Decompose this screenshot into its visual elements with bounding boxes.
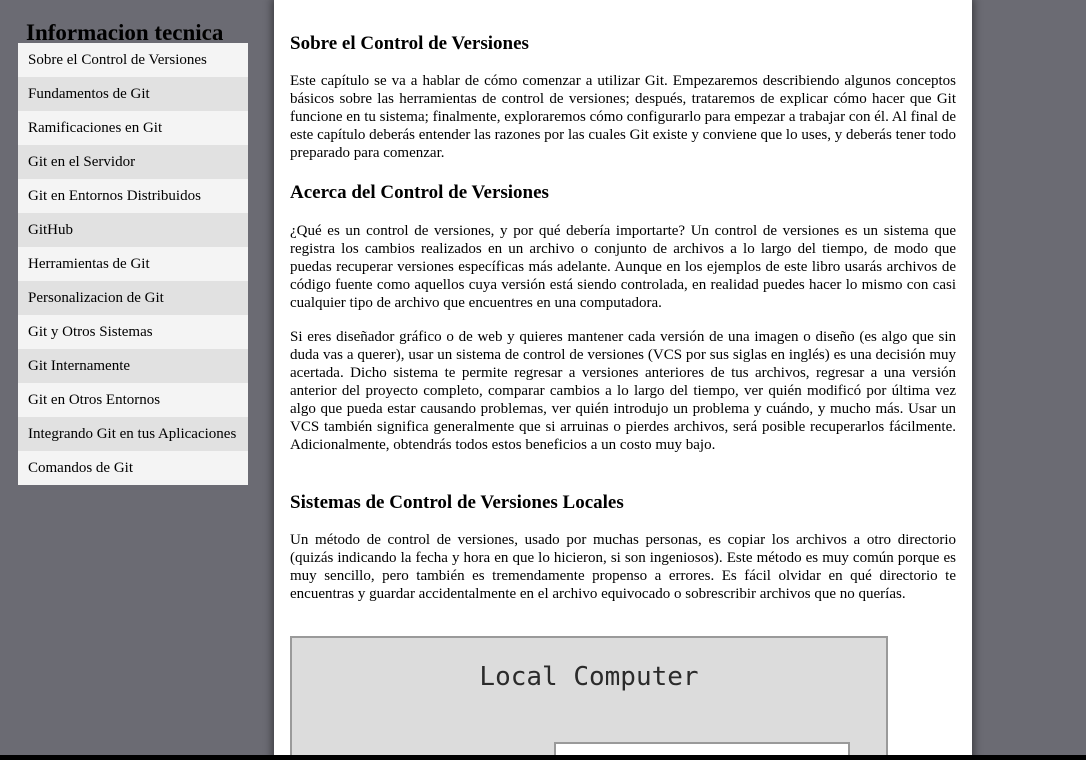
diagram-title: Local Computer [479, 662, 699, 692]
paragraph: Si eres diseñador gráfico o de web y quieres mantener cada versión de una imagen o diseño (es algo que sin duda vas a querer), usar un sistema de control de versiones (VCS por sus siglas en inglés) es una decisión muy acertada. Dicho sistema te permite regresar a versiones anteriores de tus archivos, regresar a una versión anterior del proyecto completo, comparar cambios a lo largo del tiempo, ver quién modificó por última vez algo que pueda estar causando problemas, ver quién introdujo un problema y cuándo, y mucho más. Usar un VCS también significa generalmente que si arruinas o pierdes archivos, será posible recuperarlos fácilmente. Adicionalmente, obtendrás todos estos beneficios a un costo muy bajo. [290, 329, 956, 453]
sidebar-item-comandos[interactable]: Comandos de Git [18, 451, 248, 485]
sidebar-item-personalizacion[interactable]: Personalizacion de Git [18, 281, 248, 315]
paragraph: ¿Qué es un control de versiones, y por qué debería importarte? Un control de versiones es un sistema que registra los cambios realizados en un archivo o conjunto de archivos a lo largo del tiempo, de modo que puedas recuperar versiones específicas más adelante. Aunque en los ejemplos de este libro usarás archivos de código fuente como aquellos cuya versión está siendo controlada, en realidad puedes hacer lo mismo con casi cualquier tipo de archivo que encuentres en una computadora. [290, 223, 956, 311]
sidebar-item-github[interactable]: GitHub [18, 213, 248, 247]
sidebar-item-fundamentos[interactable]: Fundamentos de Git [18, 77, 248, 111]
sidebar-item-ramificaciones[interactable]: Ramificaciones en Git [18, 111, 248, 145]
bottom-edge-bar [0, 755, 1086, 760]
sidebar-item-herramientas[interactable]: Herramientas de Git [18, 247, 248, 281]
sidebar-item-otros-entornos[interactable]: Git en Otros Entornos [18, 383, 248, 417]
sidebar-title: Informacion tecnica [26, 20, 224, 45]
section-heading: Acerca del Control de Versiones [290, 182, 549, 203]
main-content [274, 0, 972, 760]
sidebar-item-sobre-control-versiones[interactable]: Sobre el Control de Versiones [18, 43, 248, 77]
sidebar-item-internamente[interactable]: Git Internamente [18, 349, 248, 383]
paragraph: Un método de control de versiones, usado por muchas personas, es copiar los archivos a otro directorio (quizás indicando la fecha y hora en que lo hicieron, si son ingeniosos). Este método es muy común porque es muy sencillo, pero también es tremendamente propenso a errores. Es fácil olvidar en qué directorio te encuentras y guardar accidentalmente en el archivo equivocado o sobrescribir archivos que no querías. [290, 532, 956, 602]
sidebar-item-servidor[interactable]: Git en el Servidor [18, 145, 248, 179]
sidebar [18, 0, 248, 485]
local-computer-diagram [290, 636, 888, 760]
sidebar-item-otros-sistemas[interactable]: Git y Otros Sistemas [18, 315, 248, 349]
paragraph: Este capítulo se va a hablar de cómo comenzar a utilizar Git. Empezaremos describiendo algunos conceptos básicos sobre las herramientas de control de versiones; después, trataremos de explicar cómo hacer que Git funcione en tu sistema; finalmente, exploraremos cómo configurarlo para empezar a trabajar con él. Al final de este capítulo deberás entender las razones por las cuales Git existe y conviene que lo uses, y deberás tener todo preparado para comenzar. [290, 73, 956, 161]
sidebar-item-entornos-distribuidos[interactable]: Git en Entornos Distribuidos [18, 179, 248, 213]
section-heading: Sobre el Control de Versiones [290, 33, 529, 54]
sidebar-item-integrando[interactable]: Integrando Git en tus Aplicaciones [18, 417, 248, 451]
section-heading: Sistemas de Control de Versiones Locales [290, 492, 624, 513]
sidebar-nav [18, 43, 248, 485]
